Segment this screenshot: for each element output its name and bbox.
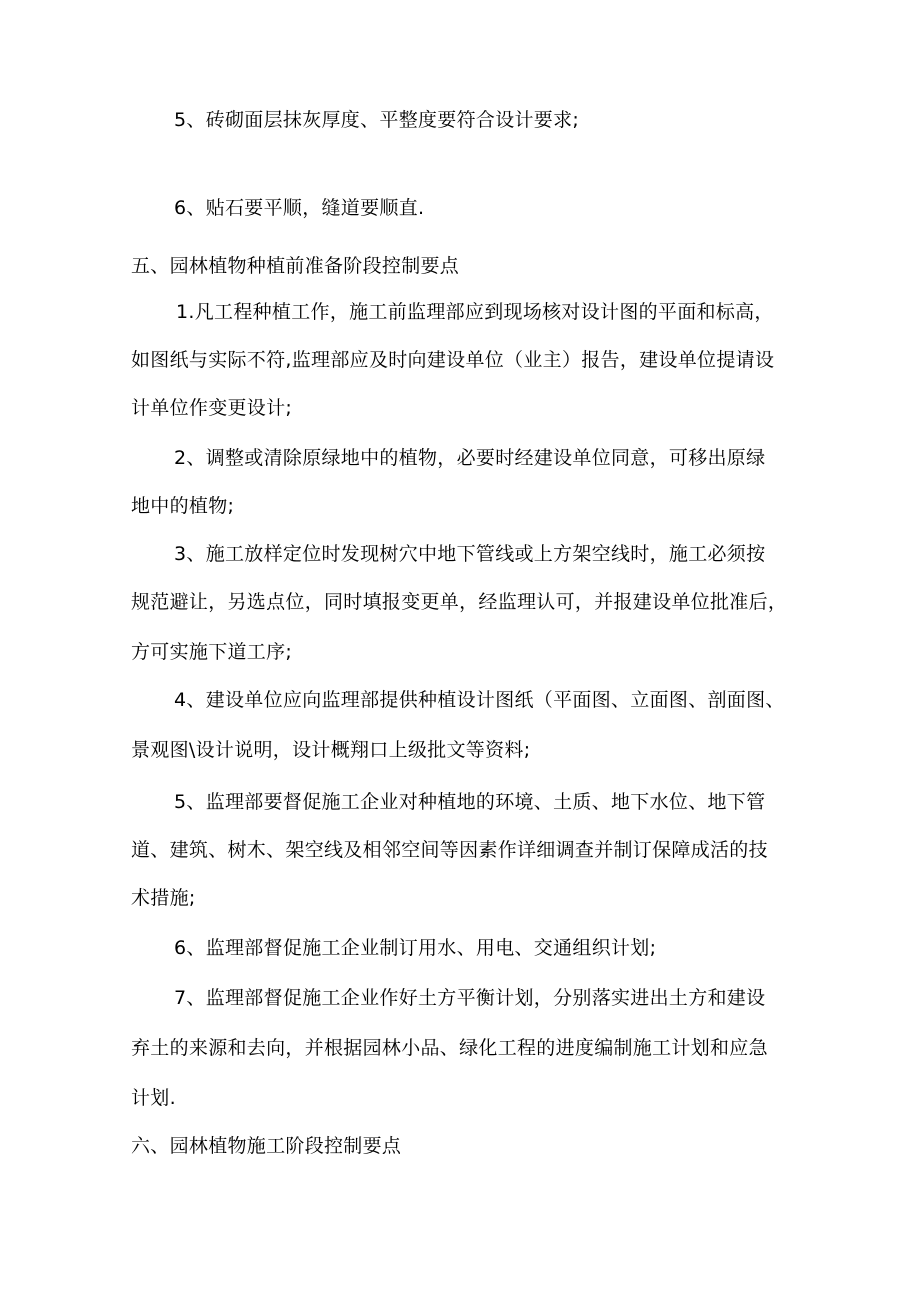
paragraph-line: 5、砖砌面层抹灰厚度、平整度要符合设计要求; [174, 109, 580, 131]
paragraph-line: 4、建设单位应向监理部提供种植设计图纸（平面图、立面图、剖面图、 [174, 689, 785, 711]
section-heading: 五、园林植物种植前准备阶段控制要点 [131, 255, 460, 277]
paragraph-line: 地中的植物; [131, 495, 235, 517]
paragraph-line: 6、贴石要平顺，缝道要顺直. [174, 197, 425, 219]
paragraph-line: 6、监理部督促施工企业制订用水、用电、交通组织计划; [174, 937, 657, 959]
paragraph-line: 弃土的来源和去向，并根据园林小品、绿化工程的进度编制施工计划和应急 [131, 1037, 768, 1059]
paragraph-line: 3、施工放样定位时发现树穴中地下管线或上方架空线时，施工必须按 [174, 543, 766, 565]
paragraph-line: 术措施; [131, 887, 196, 909]
paragraph-line: 计划. [131, 1087, 176, 1109]
paragraph-line: 计单位作变更设计; [131, 397, 293, 419]
paragraph-line: 如图纸与实际不符,监理部应及时向建设单位（业主）报告，建设单位提请设 [131, 349, 775, 371]
paragraph-line: 5、监理部要督促施工企业对种植地的环境、土质、地下水位、地下管 [174, 791, 766, 813]
paragraph-line: 1.凡工程种植工作，施工前监理部应到现场核对设计图的平面和标高， [176, 301, 774, 323]
paragraph-line: 规范避让，另选点位，同时填报变更单，经监理认可，并报建设单位批准后， [131, 591, 788, 613]
paragraph-line: 景观图\设计说明，设计概翔口上级批文等资料; [131, 739, 531, 761]
paragraph-line: 道、建筑、树木、架空线及相邻空间等因素作详细调查并制订保障成活的技 [131, 839, 768, 861]
paragraph-line: 2、调整或清除原绿地中的植物，必要时经建设单位同意，可移出原绿 [174, 447, 766, 469]
paragraph-line: 方可实施下道工序; [131, 641, 293, 663]
section-heading: 六、园林植物施工阶段控制要点 [131, 1135, 402, 1157]
paragraph-line: 7、监理部督促施工企业作好土方平衡计划，分别落实进出土方和建设 [174, 987, 766, 1009]
